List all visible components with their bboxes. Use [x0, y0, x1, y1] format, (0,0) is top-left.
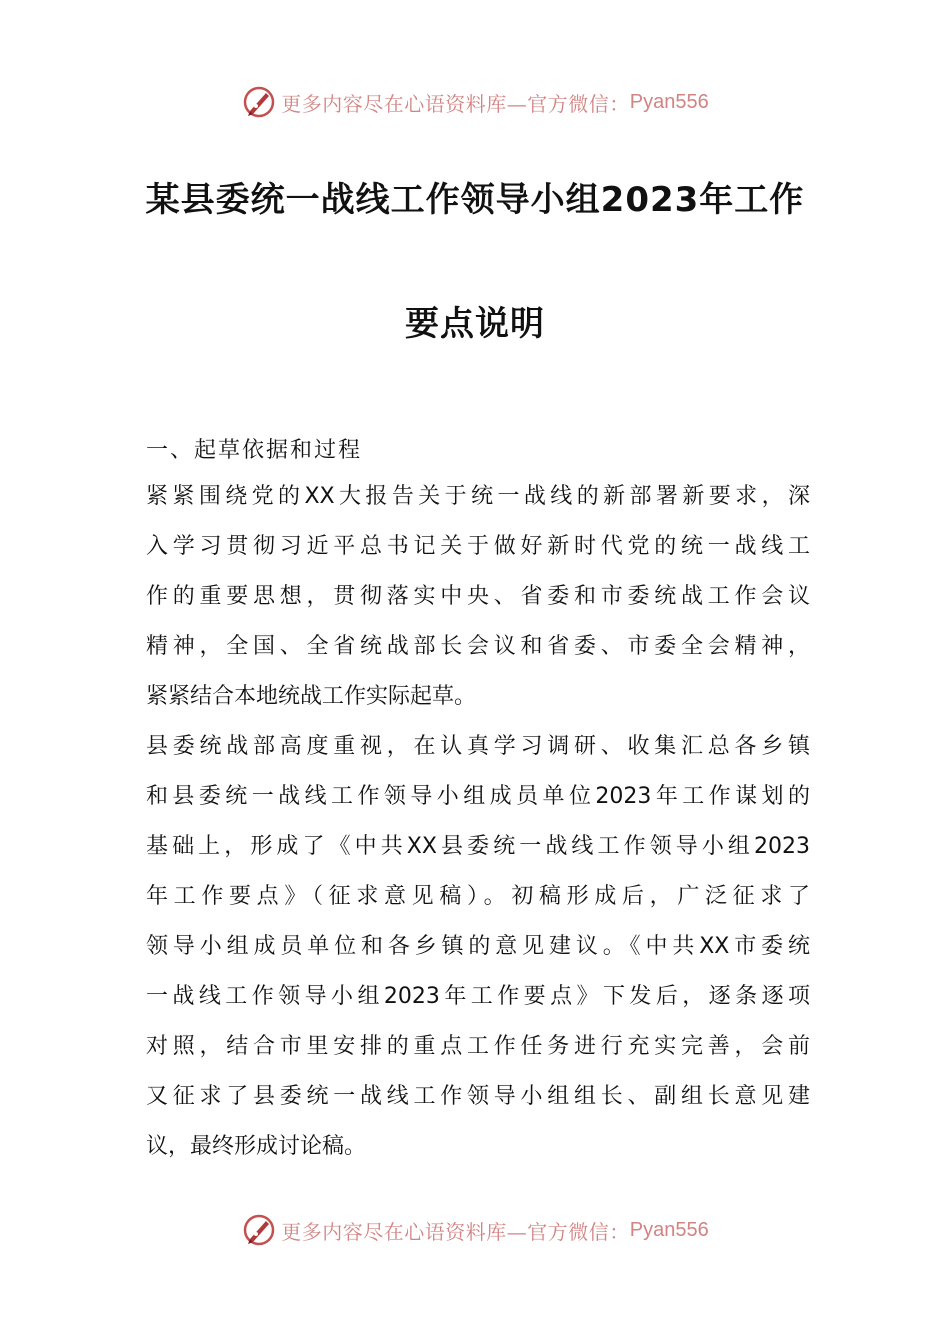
paragraph-line: 议，最终形成讨论稿。	[146, 1134, 367, 1159]
watermark-wechat-id: Pyan556	[629, 90, 709, 113]
paragraph-line: 紧紧围绕党的XX大报告关于统一战线的新部署新要求，深	[146, 484, 810, 509]
pen-circle-icon	[241, 1212, 277, 1248]
paragraph-line: 县委统战部高度重视，在认真学习调研、收集汇总各乡镇	[146, 734, 810, 759]
paragraph-line: 作的重要思想，贯彻落实中央、省委和市委统战工作会议	[146, 584, 810, 609]
header-watermark	[0, 80, 950, 124]
paragraph-line: 对照，结合市里安排的重点工作任务进行充实完善，会前	[146, 1034, 810, 1059]
document-body	[146, 430, 810, 1172]
paragraph-line: 又征求了县委统一战线工作领导小组组长、副组长意见建	[146, 1084, 810, 1109]
paragraph-line: 和县委统一战线工作领导小组成员单位2023年工作谋划的	[146, 784, 810, 809]
paragraph-line: 一战线工作领导小组2023年工作要点》下发后，逐条逐项	[146, 984, 810, 1009]
paragraph-line: 基础上，形成了《中共XX县委统一战线工作领导小组2023	[146, 834, 810, 859]
paragraph-line: 精神，全国、全省统战部长会议和省委、市委全会精神，	[146, 634, 810, 659]
paragraph-1	[146, 472, 810, 722]
pen-circle-icon	[241, 84, 277, 120]
paragraph-line: 入学习贯彻习近平总书记关于做好新时代党的统一战线工	[146, 534, 810, 559]
document-title-line1: 某县委统一战线工作领导小组2023年工作	[145, 180, 805, 220]
watermark-text: 更多内容尽在心语资料库—官方微信：	[281, 91, 630, 116]
paragraph-line: 年工作要点》（征求意见稿）。初稿形成后，广泛征求了	[146, 884, 810, 909]
paragraph-line: 领导小组成员单位和各乡镇的意见建议。《中共XX市委统	[146, 934, 810, 959]
watermark-text: 更多内容尽在心语资料库—官方微信：	[281, 1219, 630, 1244]
paragraph-line: 紧紧结合本地统战工作实际起草。	[146, 684, 477, 709]
section-heading: 一、起草依据和过程	[146, 438, 363, 463]
footer-watermark	[0, 1208, 950, 1252]
document-title-line2: 要点说明	[405, 304, 545, 344]
paragraph-2	[146, 722, 810, 1172]
watermark-wechat-id: Pyan556	[629, 1218, 709, 1241]
